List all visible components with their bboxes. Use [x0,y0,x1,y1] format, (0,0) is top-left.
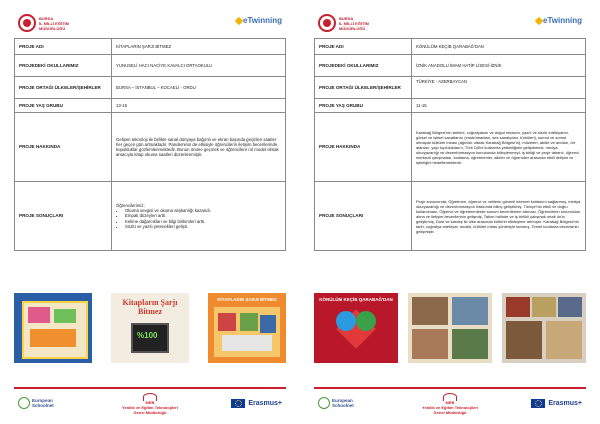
row-value: Gelişen teknoloji ile birlikte sanal dünyaya bağımlı ve ekran başında geçirilen saatler her geçen gün artmaktadır. Pandeminin de etkisiyle öğrencilerin iletişim becerilerinde kopukluklar gözlemlenmektedir. Bunun önüne geçmek ve öğrencilere rol model olmak amacıyla kitap okuma saatleri düzenlenmiştir. [112,113,286,182]
list-item: • Sözlü ve yazılı yetenekleri gelişti. [125,224,281,229]
row-key: PROJE HAKKINDA [315,113,412,182]
project-table [314,38,586,251]
row-value: Karabağ Bölgesi'nin tarihini, coğrafyasını ve doğal mirasını, yazılı ve sözlü edebiyatını, görsel ve işitsel sanatlarını (enstrümanları, ses sanatçıları, türküleri), somut ve somut olmayan kültürel mirası (ağırlıklı olarak Karabağ Bölgesi'ni), müzeleri, abide ve anıtları, ört alanları, yapı topluluklarını, Türk Dili'ni kullanma yetkinliğinin geliştirmesi, medya okuryazarlığı ve dezenformasyon konusunda bilinçlenmeyi, iş birliği ve proje tabanlı, öğrenci merkezli çalışmaları, kodlama, öğretmenler, aileler ve öğrenciler arasında etkili iletişim ve işbirliğini hedeflemektedir. [412,113,586,182]
row-key: PROJE HAKKINDA [15,113,112,182]
page-footer [18,393,282,421]
eu-flag-icon [231,399,245,408]
list-item: • Okuma sevgisi ve okuma alışkanlığı kazandı. [125,208,281,213]
row-value: KÖNÜLÜM KEÇİB QARABAĞ'DAN [412,39,586,55]
row-key: PROJE SONUÇLARI [315,182,412,251]
meb-logo: BURSA İL MİLLİ EĞİTİM MÜDÜRLÜĞÜ [18,12,89,34]
photo-strip [314,286,586,370]
etwinning-star-icon [535,16,543,24]
row-value: KİTAPLARIN ŞARJI BİTMEZ [112,39,286,55]
schoolnet-ring-icon [18,397,30,409]
row-key: PROJE ORTAĞI ÜLKELER/ŞEHİRLER [15,77,112,99]
list-item: • Kelime dağarcıkları ve bilgi birikimleri arttı. [125,219,281,224]
erasmus-logo: Erasmus+ [231,399,282,408]
history-collage-photo [502,293,586,363]
meb-seal-icon [18,14,36,32]
row-value: YUNUSELİ HACI NACİYE KAVALCI ORTAOKULU [112,55,286,77]
photo-strip [14,286,286,370]
etwinning-logo: eTwinning [536,16,582,25]
row-key: PROJE ORTAĞI ÜLKELER/ŞEHİRLER [315,77,412,99]
european-schoolnet-logo: European Schoolnet [318,397,354,409]
row-value: Proje sonucunda; Öğretmen, öğrenci ve velilerin güvenli internet kullanımı sağlanmış, medya okuryazarlığı ve dezenformasyon hakkında bilinç geliştirmiş, Türkçe'nin etkili ve doğru kullanılması, Öğrenci ve öğretmenlerde sunum becerilerinin artması, Öğrencilerin sorumluluk alma ve iletişim becerilerinin gelişmiş, Takım halinde ve iş birlikli çalışmak ortak ürün geliştirmiş, Dost ve kardeş iki ülke arasında kültürel etkileşime artmıştır. Karabağ Bölgesi'nin tarih, coğrafya edebiyat, musiki, kültürel miras yönleriyle tanımış, Temel kodlama becerisinin gelişmiştir. [412,182,586,251]
erasmus-logo: Erasmus+ [531,399,582,408]
row-value: İZNİK ANADOLU İMAM HATİP LİSESİ-İZNİK [412,55,586,77]
list-item: • Empati düzeyleri arttı. [125,213,281,218]
row-key: PROJE ADI [15,39,112,55]
european-schoolnet-logo: European Schoolnet [18,397,54,409]
meb-seal-icon [318,14,336,32]
poster-photo: Kitapların Şarjı Bitmez %100 [111,293,189,363]
meb-logo: BURSA İL MİLLİ EĞİTİM MÜDÜRLÜĞÜ [318,12,389,34]
row-value: BURSA – İSTANBUL – KOCAELİ - ORDU [112,77,286,99]
row-value: TÜRKİYE - AZERBAYCAN [412,77,586,99]
footer-divider [314,387,586,389]
page-header [18,12,282,34]
results-list [116,208,281,229]
meb-yegitek-logo: MEB Yenilik ve Eğitim Teknolojileri Genel Müdürlüğü [405,393,495,415]
row-value: 13-15 [112,99,286,113]
right-page [300,0,600,424]
row-key: PROJEDEKİ OKULLARIMIZ [15,55,112,77]
collage-photo: KİTAPLARIN ŞARJI BİTMEZ [208,293,286,363]
meb-yegitek-logo: MEB Yenilik ve Eğitim Teknolojileri Genel Müdürlüğü [105,393,195,415]
footer-divider [14,387,286,389]
row-key: PROJE SONUÇLARI [15,182,112,251]
row-value: 11-15 [412,99,586,113]
etwinning-star-icon [235,16,243,24]
row-key: PROJEDEKİ OKULLARIMIZ [315,55,412,77]
results-cell: Öğrencilerimiz; • Okuma sevgisi ve okuma alışkanlığı kazandı. • Empati düzeyleri arttı. • Kelime dağarcıkları ve bilgi birikimleri arttı. • Sözlü ve yazılı yetenekleri gelişti. [112,182,286,251]
row-key: PROJE YAŞ GRUBU [315,99,412,113]
eu-flag-icon [531,399,545,408]
etwinning-logo: eTwinning [236,16,282,25]
bulletin-board-photo [14,293,92,363]
page-footer [318,393,582,421]
schoolnet-ring-icon [318,397,330,409]
project-table [14,38,286,251]
heart-poster-photo: KÖNÜLÜM KEÇİB QARABAĞ'DAN [314,293,398,363]
page-header [318,12,582,34]
row-key: PROJE YAŞ GRUBU [15,99,112,113]
row-key: PROJE ADI [315,39,412,55]
landmark-collage-photo [408,293,492,363]
